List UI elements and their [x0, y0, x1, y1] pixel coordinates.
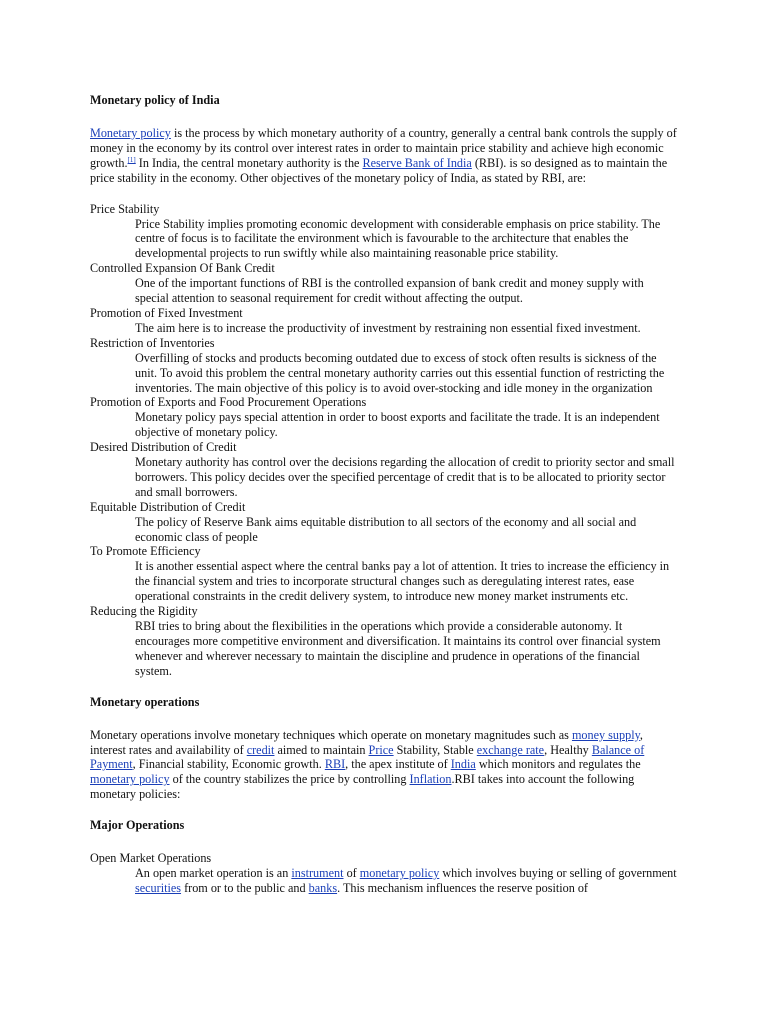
page-title: Monetary policy of India [90, 93, 220, 107]
intro-text-3: (RBI). is so designed as to maintain the price stability in the economy. Other objectives of the monetary policy of India, as stated by RBI, are: [90, 155, 668, 185]
objective-item [90, 500, 678, 545]
ops-text: aimed to maintain [274, 742, 369, 757]
link-monetary-policy[interactable]: Monetary policy [90, 126, 171, 140]
objective-term: Promotion of Exports and Food Procurement Operations [90, 395, 367, 410]
ops-text: Stability, Stable [393, 742, 477, 757]
monetary-operations-paragraph [90, 728, 678, 803]
objective-item [90, 604, 678, 679]
objective-definition: Monetary policy pays special attention in order to boost exports and facilitate the trade. It is an independent objective of monetary policy. [135, 410, 660, 440]
link-inflation[interactable]: Inflation [409, 772, 452, 787]
footnote-link[interactable]: [1] [127, 155, 136, 164]
objective-item [90, 440, 678, 500]
objective-term: Open Market Operations [90, 851, 212, 866]
intro-paragraph [90, 126, 678, 186]
objective-item [90, 261, 678, 306]
objective-term: Restriction of Inventories [90, 335, 215, 350]
ops-text: Monetary operations involve monetary techniques which operate on monetary magnitudes such as [90, 727, 572, 742]
objective-definition: The aim here is to increase the productivity of investment by restraining non essential fixed investment. [135, 320, 641, 335]
major-text: from or to the public and [181, 880, 309, 895]
objective-term: Price Stability [90, 201, 160, 216]
objective-definition: The policy of Reserve Bank aims equitable distribution to all sectors of the economy and all social and economic class of people [135, 514, 637, 544]
objectives-list [90, 202, 678, 679]
ops-text: of the country stabilizes the price by controlling [169, 772, 410, 787]
link-monetary-policy-3[interactable]: monetary policy [359, 866, 440, 881]
ops-text: which monitors and regulates the [475, 757, 641, 772]
link-securities[interactable]: securities [135, 880, 182, 895]
objective-definition: Price Stability implies promoting economic development with considerable emphasis on price stability. The centre of focus is to facilitate the environment which is favourable to the architecture that enables the developmental projects to run swiftly while also maintaining reasonable price stability. [135, 216, 661, 261]
link-money-supply[interactable]: money supply [571, 727, 640, 742]
objective-term: Reducing the Rigidity [90, 604, 198, 619]
objective-item [90, 306, 678, 336]
objective-item [90, 202, 678, 262]
objective-term: To Promote Efficiency [90, 544, 201, 559]
objective-term: Desired Distribution of Credit [90, 440, 237, 455]
monetary-operations-section [90, 695, 678, 803]
ops-text: , Healthy [544, 742, 592, 757]
link-exchange-rate[interactable]: exchange rate [476, 742, 545, 757]
open-market-operations-definition [135, 866, 678, 896]
objective-definition: Monetary authority has control over the decisions regarding the allocation of credit to priority sector and small borrowers. This policy decides over the specified percentage of credit that is to be allocated to priority sector and small borrowers. [135, 455, 675, 499]
document-body [90, 93, 678, 896]
ops-text: , interest rates and availability of [90, 727, 643, 757]
link-credit[interactable]: credit [246, 742, 275, 757]
ops-text: , the apex institute of [345, 757, 451, 772]
objective-item [90, 544, 678, 604]
section-heading-monetary-operations: Monetary operations [90, 694, 200, 709]
objective-term: Equitable Distribution of Credit [90, 499, 246, 514]
ops-text: , Financial stability, Economic growth. [132, 757, 325, 772]
link-banks[interactable]: banks [308, 880, 338, 895]
objective-item [90, 395, 678, 440]
major-text: . This mechanism influences the reserve position of [337, 880, 588, 895]
link-rbi[interactable]: RBI [324, 757, 346, 772]
link-instrument[interactable]: instrument [291, 866, 344, 881]
objective-term: Controlled Expansion Of Bank Credit [90, 261, 275, 276]
objective-definition: One of the important functions of RBI is the controlled expansion of bank credit and money supply with special attention to seasonal requirement for credit without affecting the output. [135, 276, 644, 306]
intro-text-1: is the process by which monetary authority of a country, generally a central bank controls the supply of money in the economy by its control over interest rates in order to maintain price stability and achieve high economic growth. [90, 126, 677, 170]
ops-text: .RBI takes into account the following monetary policies: [90, 772, 635, 802]
objective-definition: RBI tries to bring about the flexibilities in the operations which provide a considerable autonomy. It encourages more competitive environment and diversification. It maintains its control over financial system whenever and wherever necessary to maintain the discipline and prudence in operations of the financial system. [135, 619, 661, 678]
objective-definition: Overfilling of stocks and products becoming outdated due to excess of stock often results is sickness of the unit. To avoid this problem the central monetary authority carries out this essential function of restricting the inventories. The main objective of this policy is to avoid over-stocking and idle money in the organization [135, 350, 665, 395]
link-balance-of-payment[interactable]: Balance of Payment [90, 742, 645, 772]
intro-text-2: In India, the central monetary authority is the [135, 155, 363, 170]
link-reserve-bank-of-india[interactable]: Reserve Bank of India [362, 155, 472, 170]
objective-definition: It is another essential aspect where the central banks pay a lot of attention. It tries to increase the efficiency in the financial system and tries to incorporate structural changes such as deregulating interest rates, ease operational constraints in the credit delivery system, to introduce new money market instruments etc. [135, 559, 670, 604]
link-price[interactable]: Price [368, 742, 394, 757]
objective-term: Promotion of Fixed Investment [90, 305, 243, 320]
major-text: of [343, 866, 360, 881]
major-text: which involves buying or selling of government [439, 866, 677, 881]
link-monetary-policy-2[interactable]: monetary policy [90, 772, 170, 787]
major-operations-section [90, 818, 678, 896]
link-india[interactable]: India [450, 757, 476, 772]
section-heading-major-operations: Major Operations [90, 818, 185, 833]
major-text: An open market operation is an [135, 866, 292, 881]
objective-item [90, 336, 678, 396]
